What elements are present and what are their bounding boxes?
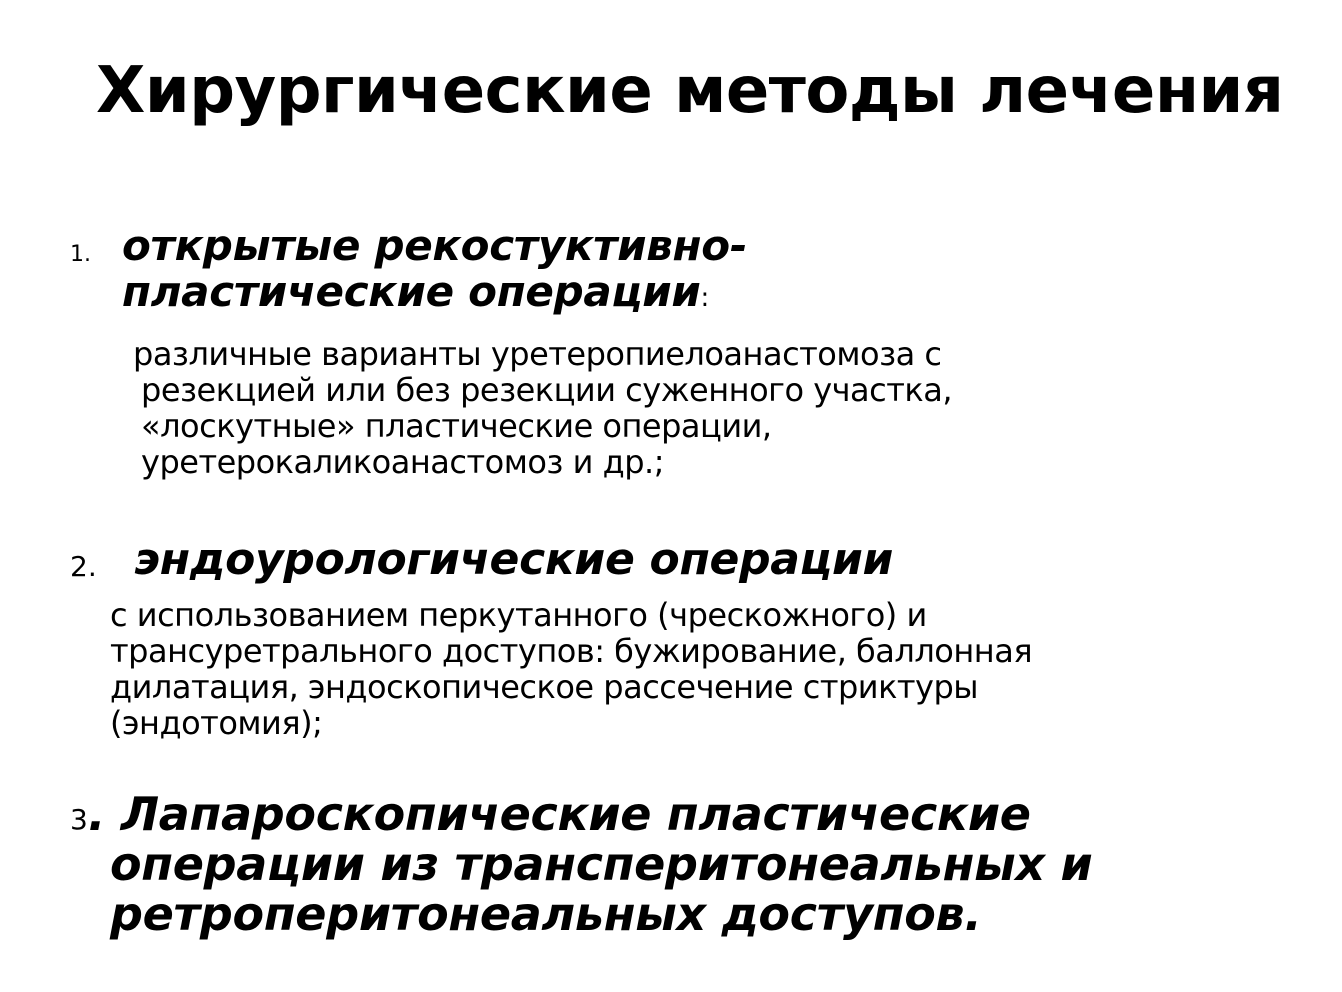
item-1-heading-line-1: открытые рекостуктивно- bbox=[122, 221, 747, 270]
item-1-body-line-2: резекцией или без резекции суженного участка, bbox=[141, 371, 952, 409]
item-2-body-line-4: (эндотомия); bbox=[110, 704, 323, 742]
item-1-heading-line-2 bbox=[122, 269, 747, 321]
item-1-body-line-4: уретерокаликоанастомоз и др.; bbox=[141, 443, 664, 481]
item-2-heading bbox=[134, 534, 894, 585]
item-1-body-line-3: «лоскутные» пластические операции, bbox=[141, 407, 772, 445]
item-3-heading-line-3: ретроперитонеальных доступов. bbox=[110, 887, 982, 941]
item-3-heading bbox=[88, 789, 1092, 939]
item-2-body-line-1: с использованием перкутанного (чрескожного) и bbox=[110, 596, 927, 634]
item-1-heading-line-2-text: пластические операции bbox=[122, 267, 701, 316]
item-1-body-line-1: различные варианты уретеропиелоанастомоза с bbox=[133, 335, 942, 373]
item-2-number: 2. bbox=[70, 550, 97, 583]
item-3-number: 3 bbox=[70, 803, 88, 836]
item-1-heading bbox=[122, 223, 747, 321]
item-2-body-line-2: трансуретрального доступов: бужирование, баллонная bbox=[110, 632, 1033, 670]
item-3-heading-line-2: операции из трансперитонеальных и bbox=[110, 837, 1093, 891]
item-3-heading-line-1: . Лапароскопические пластические bbox=[88, 787, 1031, 841]
item-2-heading-line-1: эндоурологические операции bbox=[134, 534, 894, 585]
slide-title: Хирургические методы лечения bbox=[96, 54, 1284, 128]
item-2-body-line-3: дилатация, эндоскопическое рассечение стриктуры bbox=[110, 668, 979, 706]
item-1-heading-suffix: : bbox=[700, 283, 709, 313]
item-1-number: 1. bbox=[70, 242, 91, 267]
